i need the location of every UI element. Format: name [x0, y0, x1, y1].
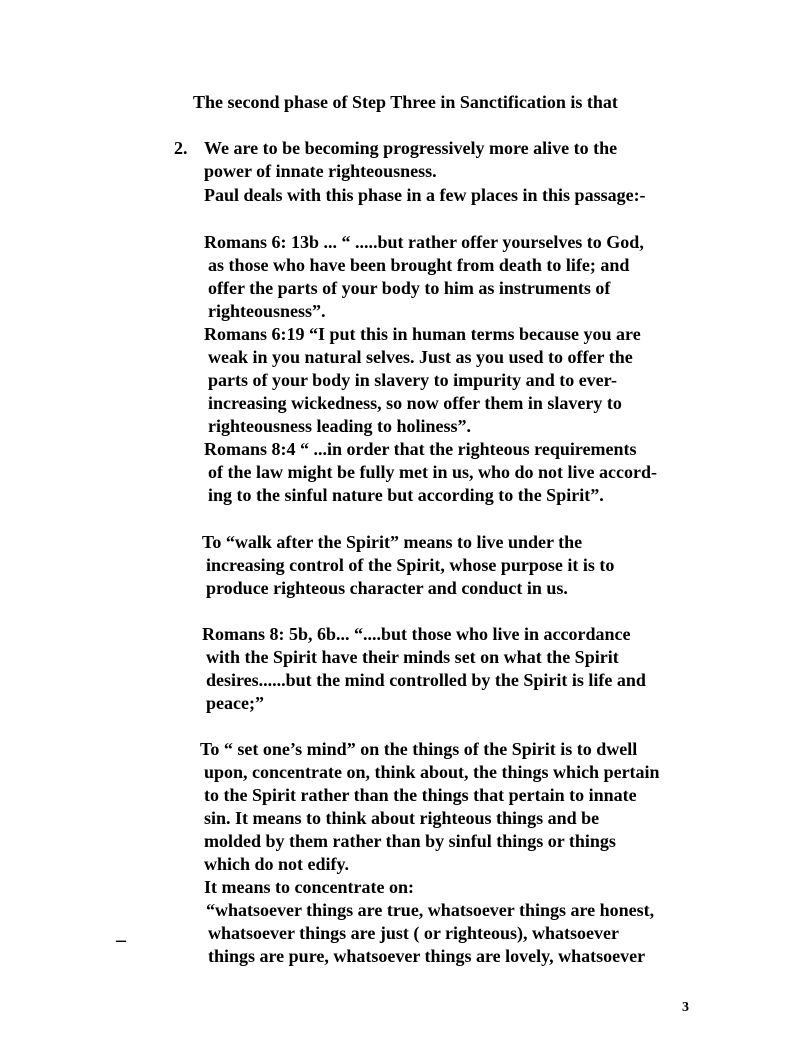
paragraph-line: upon, concentrate on, think about, the things which pertain [204, 762, 660, 782]
paragraph-line: produce righteous character and conduct in us. [206, 578, 568, 598]
scripture-quote-line: righteousness leading to holiness”. [208, 416, 472, 436]
scripture-quote-line: Romans 6: 13b ... “ .....but rather offer yourselves to God, [204, 232, 644, 252]
paragraph-line: To “walk after the Spirit” means to live under the [202, 532, 583, 552]
intro-line: The second phase of Step Three in Sanctification is that [193, 92, 618, 112]
paragraph-line: sin. It means to think about righteous things and be [204, 808, 600, 828]
scripture-quote-line: righteousness”. [208, 301, 326, 321]
scripture-quote-line: Romans 8: 5b, 6b... “....but those who live in accordance [202, 624, 631, 644]
paragraph-line: increasing control of the Spirit, whose purpose it is to [206, 555, 615, 575]
paragraph-line: whatsoever things are just ( or righteous), whatsoever [208, 923, 619, 943]
page-number: 3 [682, 1000, 689, 1015]
scripture-quote-line: of the law might be fully met in us, who do not live accord- [208, 462, 657, 482]
scripture-quote-line: with the Spirit have their minds set on what the Spirit [206, 647, 619, 667]
margin-dash-mark: – [116, 929, 126, 951]
list-number: 2. [174, 138, 188, 158]
paragraph-line: “whatsoever things are true, whatsoever things are honest, [206, 900, 655, 920]
list-item-text: We are to be becoming progressively more alive to the [204, 138, 618, 158]
scripture-quote-line: desires......but the mind controlled by the Spirit is life and [206, 670, 646, 690]
scripture-quote-line: increasing wickedness, so now offer them in slavery to [208, 393, 622, 413]
paragraph-line: to the Spirit rather than the things that pertain to innate [204, 785, 637, 805]
scripture-quote-line: Romans 6:19 “I put this in human terms because you are [204, 324, 641, 344]
scripture-quote-line: peace;” [206, 693, 264, 713]
paragraph-line: molded by them rather than by sinful things or things [204, 831, 616, 851]
paragraph-line: things are pure, whatsoever things are lovely, whatsoever [208, 946, 646, 966]
scripture-quote-line: ing to the sinful nature but according to the Spirit”. [208, 485, 604, 505]
scripture-quote-line: Romans 8:4 “ ...in order that the righteous requirements [204, 439, 637, 459]
scripture-quote-line: as those who have been brought from death to life; and [208, 255, 630, 275]
list-item-text: Paul deals with this phase in a few places in this passage:- [204, 185, 646, 205]
paragraph-line: To “ set one’s mind” on the things of the Spirit is to dwell [200, 739, 638, 759]
list-item-text: power of innate righteousness. [204, 161, 437, 181]
paragraph-line: which do not edify. [204, 854, 350, 874]
scripture-quote-line: offer the parts of your body to him as instruments of [208, 278, 611, 298]
paragraph-line: It means to concentrate on: [204, 877, 414, 897]
list-item-2 [174, 137, 617, 160]
scripture-quote-line: weak in you natural selves. Just as you used to offer the [208, 347, 633, 367]
scripture-quote-line: parts of your body in slavery to impurity and to ever- [208, 370, 617, 390]
